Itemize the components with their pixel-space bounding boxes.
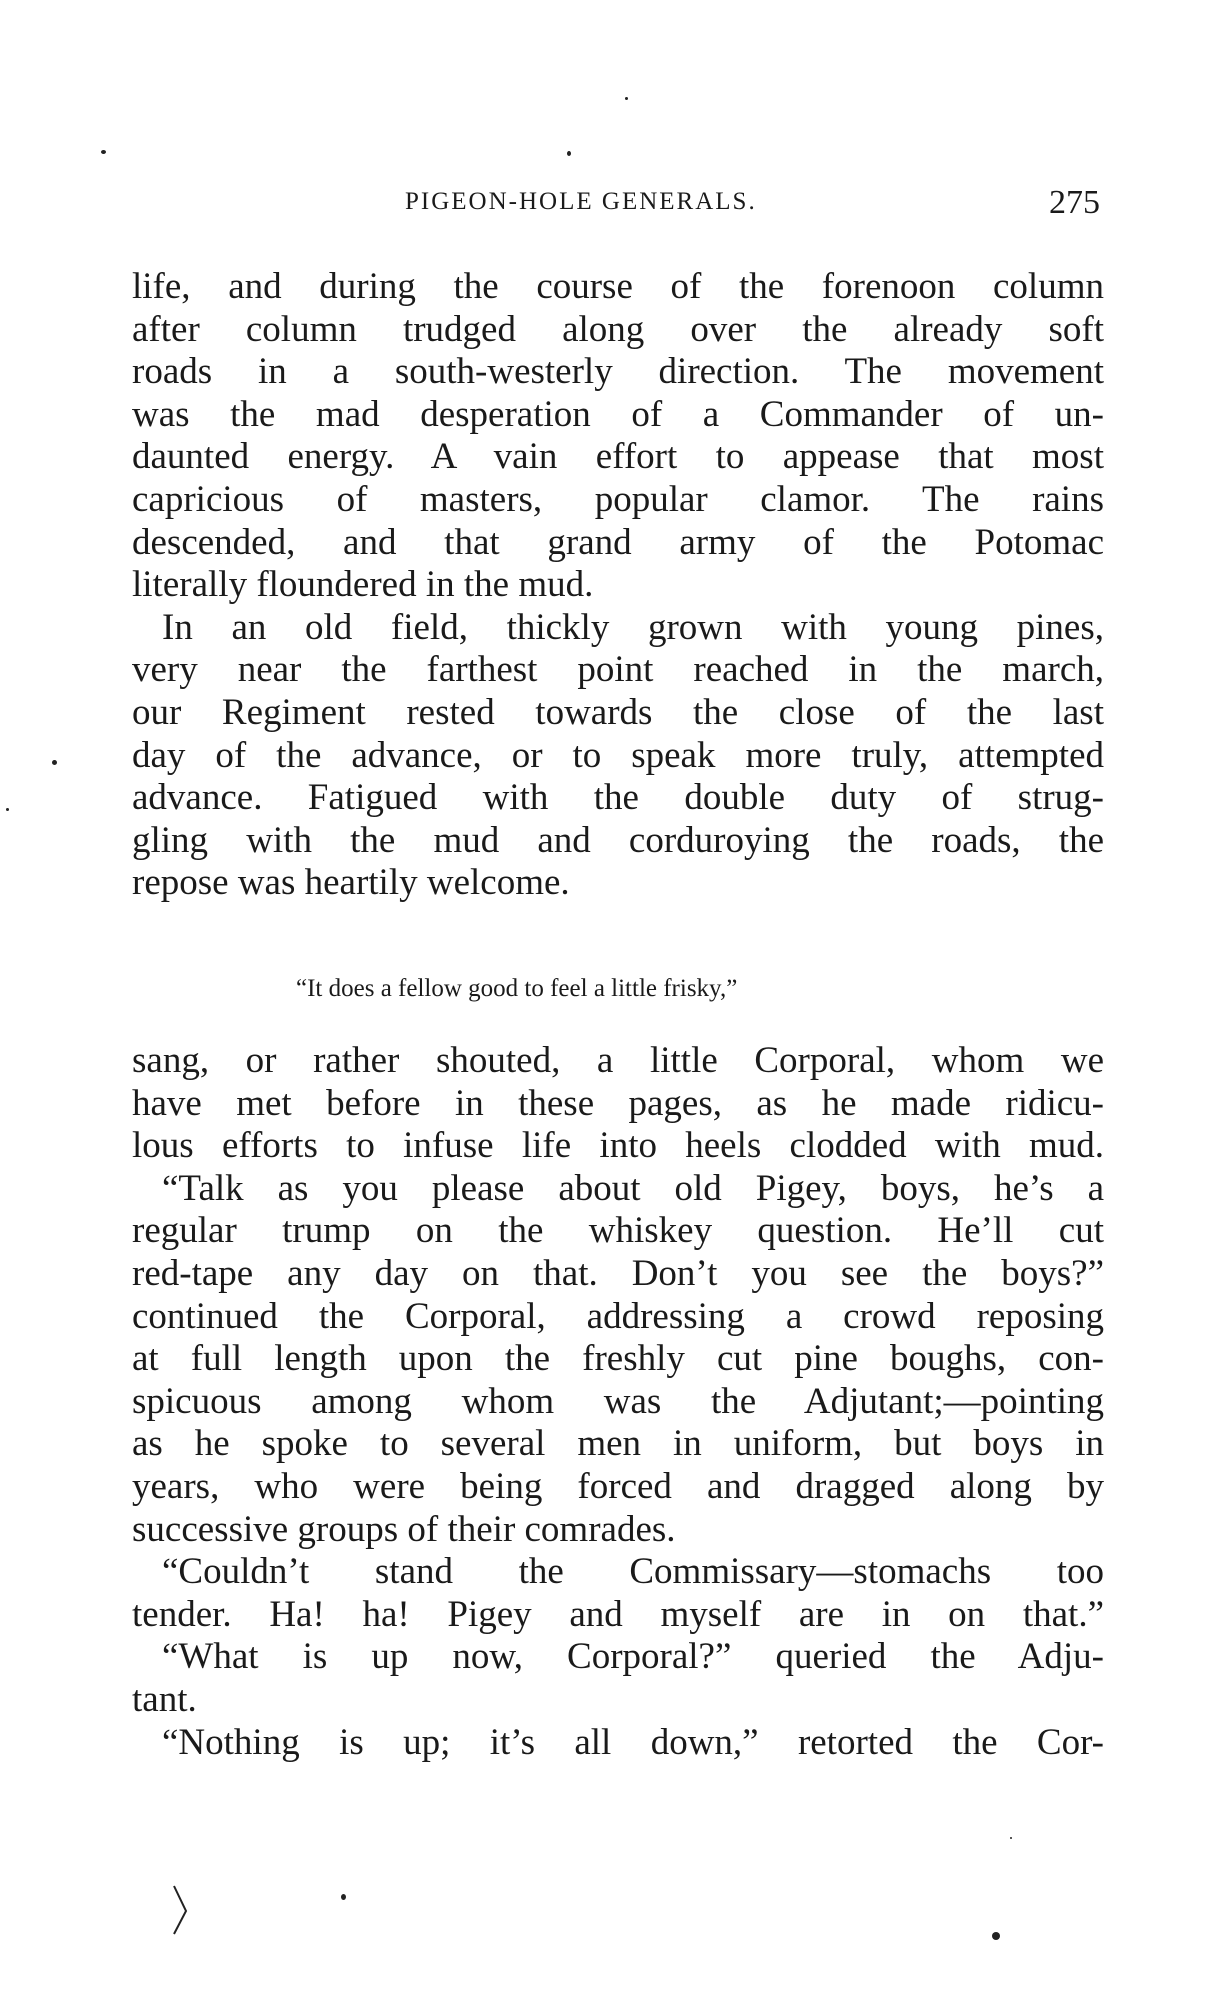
- page-number: 275: [1049, 184, 1100, 221]
- scan-speck: [6, 808, 9, 811]
- text-line: at full length upon the freshly cut pine boughs, con-: [132, 1338, 1104, 1380]
- text-line: “Couldn’t stand the Commissary—stomachs too: [162, 1551, 1104, 1593]
- text-line: have met before in these pages, as he made ridicu-: [132, 1082, 1104, 1124]
- scan-speck: [341, 1894, 346, 1900]
- text-line: roads in a south-westerly direction. The movement: [132, 351, 1104, 393]
- text-block-top: [132, 266, 1104, 905]
- text-line: red-tape any day on that. Don’t you see the boys?”: [132, 1252, 1104, 1294]
- text-line: successive groups of their comrades.: [132, 1508, 676, 1550]
- text-line: gling with the mud and corduroying the roads, the: [132, 819, 1104, 861]
- text-line: descended, and that grand army of the Potomac: [132, 521, 1104, 563]
- paragraph-2: [132, 607, 1104, 905]
- epigraph-quote: “It does a fellow good to feel a little frisky,”: [296, 975, 738, 1002]
- scan-speck: [567, 151, 571, 156]
- text-line: “Talk as you please about old Pigey, boys, he’s a: [162, 1167, 1104, 1209]
- scan-speck: [992, 1932, 1000, 1940]
- text-line: lous efforts to infuse life into heels clodded with mud.: [132, 1125, 1104, 1167]
- running-title: PIGEON-HOLE GENERALS.: [405, 188, 757, 215]
- scan-speck: [1010, 1837, 1012, 1839]
- text-line: tant.: [132, 1678, 197, 1720]
- page-header: [135, 184, 1100, 224]
- text-line: very near the farthest point reached in the march,: [132, 649, 1104, 691]
- text-line: daunted energy. A vain effort to appease that most: [132, 436, 1104, 478]
- text-line: literally floundered in the mud.: [132, 564, 594, 606]
- paragraph-1: [132, 266, 1104, 607]
- text-line: day of the advance, or to speak more truly, attempted: [132, 734, 1104, 776]
- scan-mark: [170, 1884, 194, 1938]
- text-line: In an old field, thickly grown with young pines,: [162, 606, 1104, 648]
- paragraph-5: [132, 1551, 1104, 1636]
- text-line: years, who were being forced and dragged along by: [132, 1465, 1104, 1507]
- scan-speck: [52, 760, 57, 765]
- text-line: as he spoke to several men in uniform, but boys in: [132, 1423, 1104, 1465]
- paragraph-3: [132, 1040, 1104, 1168]
- text-line: sang, or rather shouted, a little Corporal, whom we: [132, 1040, 1104, 1081]
- text-line: life, and during the course of the forenoon column: [132, 266, 1104, 307]
- text-block-bottom: [132, 1040, 1104, 1764]
- paragraph-6: [132, 1636, 1104, 1721]
- scan-speck: [101, 150, 106, 154]
- text-line: regular trump on the whiskey question. He’ll cut: [132, 1210, 1104, 1252]
- paragraph-7: [132, 1722, 1104, 1765]
- text-line: our Regiment rested towards the close of the last: [132, 691, 1104, 733]
- paragraph-4: [132, 1168, 1104, 1551]
- text-line: repose was heartily welcome.: [132, 862, 570, 904]
- text-line: spicuous among whom was the Adjutant;—pointing: [132, 1380, 1104, 1422]
- text-line: tender. Ha! ha! Pigey and myself are in on that.”: [132, 1593, 1104, 1635]
- text-line: advance. Fatigued with the double duty of strug-: [132, 777, 1104, 819]
- text-line: capricious of masters, popular clamor. The rains: [132, 478, 1104, 520]
- scan-speck: [625, 97, 628, 100]
- text-line: after column trudged along over the already soft: [132, 308, 1104, 350]
- text-line: was the mad desperation of a Commander of un-: [132, 393, 1104, 435]
- text-line: “What is up now, Corporal?” queried the Adju-: [162, 1636, 1104, 1678]
- text-line: “Nothing is up; it’s all down,” retorted the Cor-: [162, 1721, 1104, 1763]
- text-line: continued the Corporal, addressing a crowd reposing: [132, 1295, 1104, 1337]
